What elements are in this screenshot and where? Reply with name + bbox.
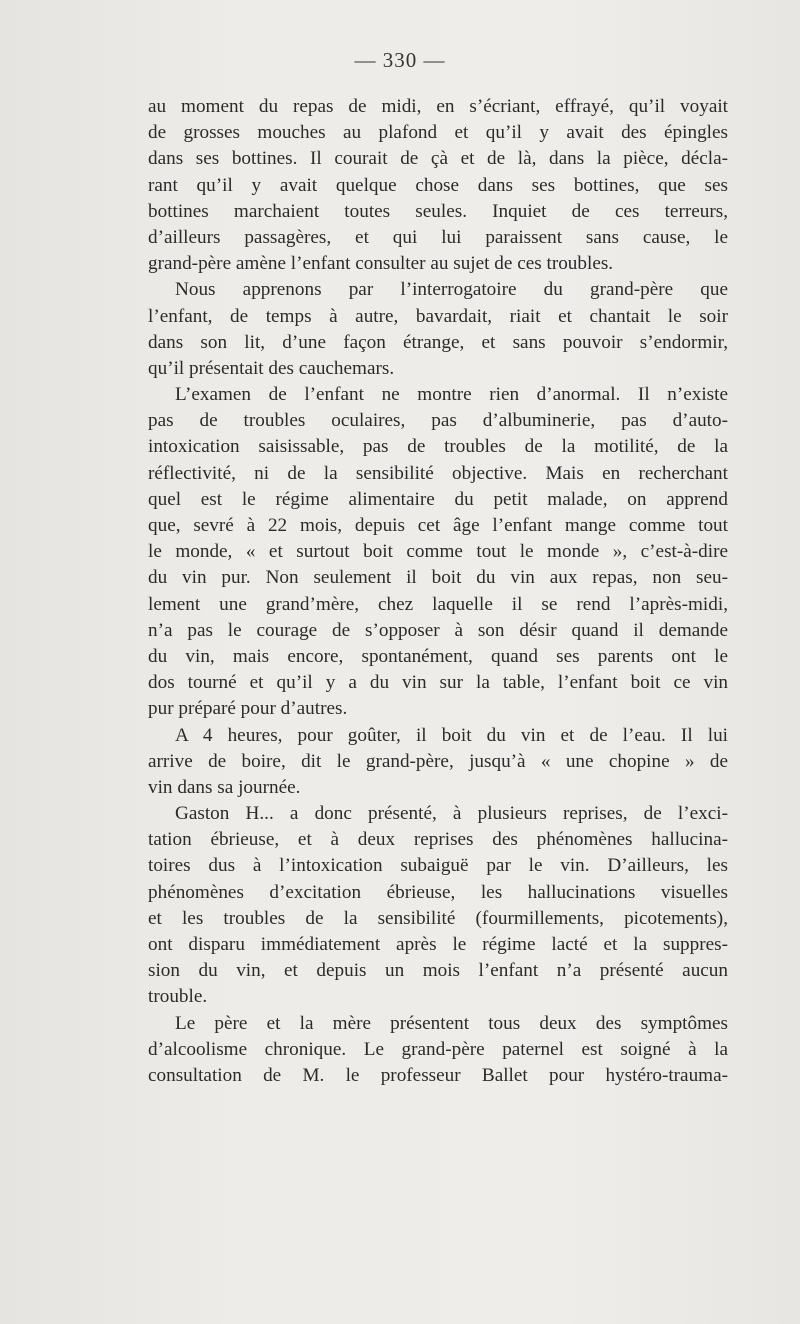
text-line: au moment du repas de midi, en s’écriant, effrayé, qu’il voyait xyxy=(148,96,728,117)
text-line: intoxication saisissable, pas de troubles de la motilité, de la xyxy=(148,436,728,458)
text-line: Nous apprenons par l’interrogatoire du grand-père que xyxy=(175,279,728,301)
text-line: pas de troubles oculaires, pas d’albuminerie, pas d’auto- xyxy=(148,410,728,432)
text-line: dans son lit, d’une façon étrange, et sans pouvoir s’endormir, xyxy=(148,331,728,353)
text-line: réflectivité, ni de la sensibilité objective. Mais en recherchant xyxy=(148,462,728,484)
text-line: du vin, mais encore, spontanément, quand ses parents ont le xyxy=(148,645,728,667)
text-line: tation ébrieuse, et à deux reprises des phénomènes hallucina- xyxy=(148,829,728,851)
text-line: rant qu’il y avait quelque chose dans ses bottines, que ses xyxy=(148,174,728,196)
page-number: — 330 — xyxy=(354,48,446,72)
text-line: quel est le régime alimentaire du petit malade, on apprend xyxy=(148,488,728,510)
text-line: pur préparé pour d’autres. xyxy=(148,698,348,720)
text-line: d’ailleurs passagères, et qui lui paraissent sans cause, le xyxy=(148,226,728,248)
text-line: grand-père amène l’enfant consulter au sujet de ces troubles. xyxy=(148,253,614,275)
text-line: l’enfant, de temps à autre, bavardait, riait et chantait le soir xyxy=(148,305,728,327)
text-line: de grosses mouches au plafond et qu’il y avait des épingles xyxy=(148,122,728,144)
text-line: dos tourné et qu’il y a du vin sur la table, l’enfant boit ce vin xyxy=(148,672,728,694)
text-line: que, sevré à 22 mois, depuis cet âge l’enfant mange comme tout xyxy=(148,515,728,536)
text-line: le monde, « et surtout boit comme tout le monde », c’est-à-dire xyxy=(148,541,728,563)
text-line: qu’il présentait des cauchemars. xyxy=(148,357,395,379)
text-line: trouble. xyxy=(148,986,208,1008)
text-line: arrive de boire, dit le grand-père, jusqu’à « une chopine » de xyxy=(148,750,728,772)
text-line: lement une grand’mère, chez laquelle il se rend l’après-midi, xyxy=(148,593,728,615)
text-line: sion du vin, et depuis un mois l’enfant n’a présenté aucun xyxy=(148,960,728,982)
text-line: vin dans sa journée. xyxy=(148,776,301,798)
text-line: phénomènes d’excitation ébrieuse, les hallucinations visuelles xyxy=(148,881,728,903)
text-line: et les troubles de la sensibilité (fourmillements, picotements), xyxy=(148,907,728,929)
text-line: d’alcoolisme chronique. Le grand-père paternel est soigné à la xyxy=(148,1038,728,1060)
text-line: L’examen de l’enfant ne montre rien d’anormal. Il n’existe xyxy=(175,384,728,406)
body-text xyxy=(148,94,728,1089)
text-line: Gaston H... a donc présenté, à plusieurs reprises, de l’exci- xyxy=(175,803,728,825)
text-line: du vin pur. Non seulement il boit du vin aux repas, non seu- xyxy=(148,567,728,589)
text-line: toires dus à l’intoxication subaiguë par le vin. D’ailleurs, les xyxy=(148,855,728,877)
text-line: Le père et la mère présentent tous deux des symptômes xyxy=(175,1012,728,1034)
text-line: dans ses bottines. Il courait de çà et de là, dans la pièce, décla- xyxy=(148,148,728,170)
text-line: A 4 heures, pour goûter, il boit du vin et de l’eau. Il lui xyxy=(175,724,728,746)
text-line: n’a pas le courage de s’opposer à son désir quand il demande xyxy=(148,619,728,641)
text-line: bottines marchaient toutes seules. Inquiet de ces terreurs, xyxy=(148,200,728,222)
text-line: consultation de M. le professeur Ballet pour hystéro-trauma- xyxy=(148,1064,728,1086)
text-line: ont disparu immédiatement après le régime lacté et la suppres- xyxy=(148,934,728,955)
